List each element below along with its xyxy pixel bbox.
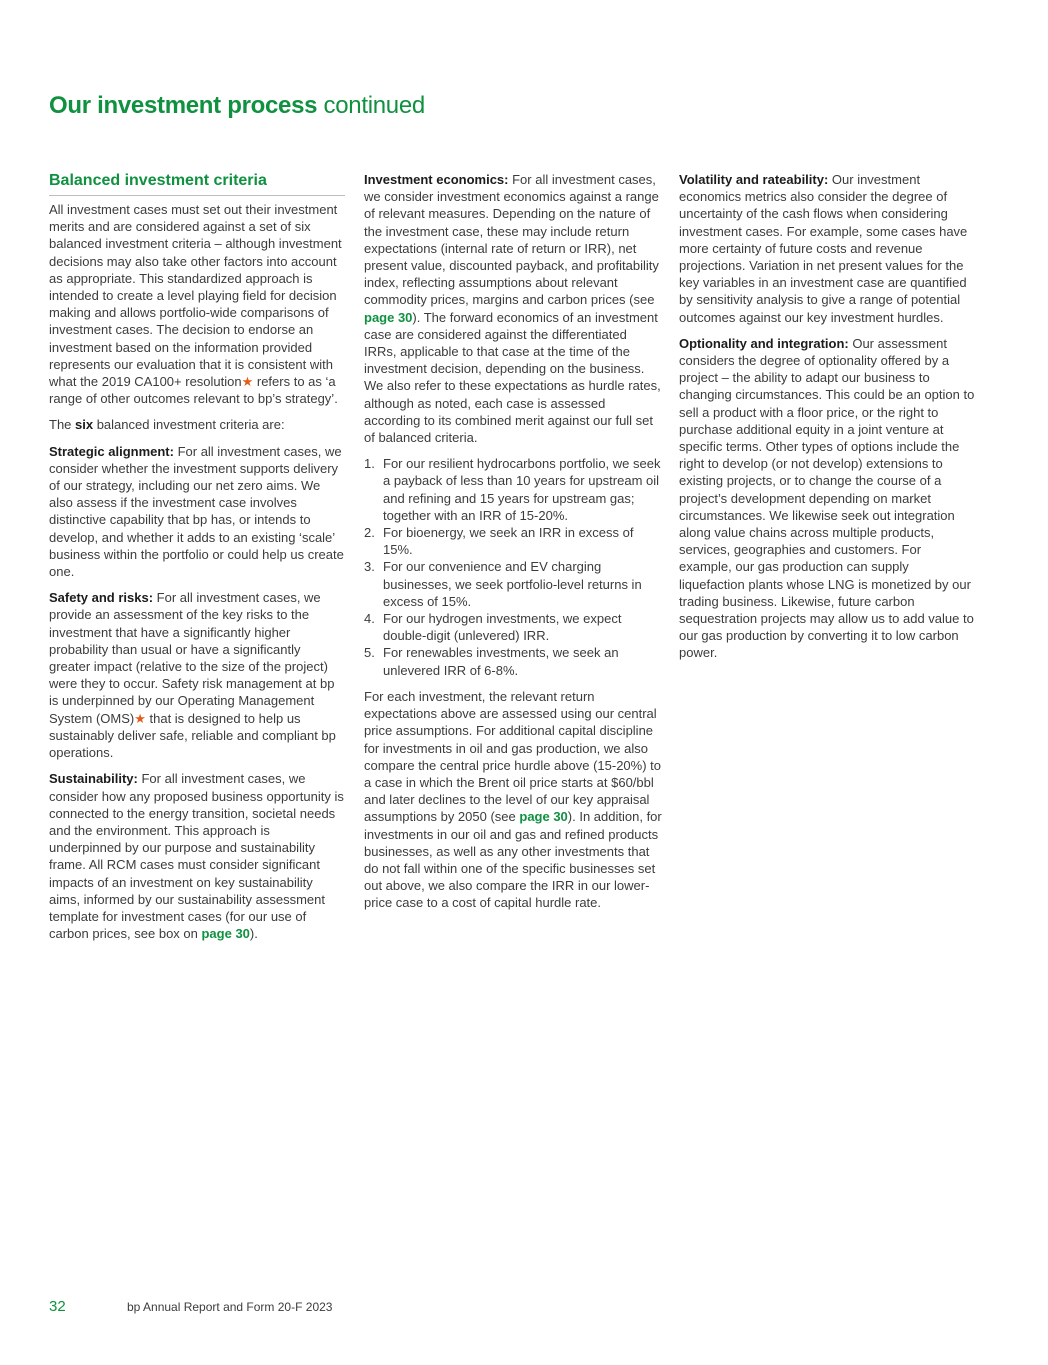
optionality-paragraph: Optionality and integration: Our assessment considers the degree of optionality offered by a project – the ability to adapt our business to changing circumstances. This could be an option to sell a product with a floor price, or the right to purchase additional equity in a joint venture at specific terms. Other types of options include the right to develop (or not develop) extensions to existing projects, or to change the course of a project’s development depending on market circumstances. We likewise seek out integration along value chains across multiple products, services, geographies and customers. For example, our gas production can supply liquefaction plants whose LNG is monetized by our trading business. Likewise, future carbon sequestration projects may allow us to add value to our gas production by converting it to low carbon power. xyxy=(679,335,975,661)
return-expectations-list xyxy=(364,455,662,679)
list-item: 5. For renewables investments, we seek an unlevered IRR of 6-8%. xyxy=(364,645,619,678)
list-item: 1. For our resilient hydrocarbons portfolio, we seek a payback of less than 10 years for upstream oil and refining and 15 years for upstream gas; together with an IRR of 15-20%. xyxy=(364,456,661,523)
column-right xyxy=(679,171,977,671)
page-title xyxy=(49,90,425,122)
intro-paragraph: All investment cases must set out their investment merits and are considered against a set of six balanced investment criteria – although investment decisions may also take other factors into account as appropriate. This standardized approach is intended to create a level playing field for decision making and allows portfolio-wide comparisons of investment cases. The decision to endorse an investment based on the information provided represents our evaluation that it is consistent with what the 2019 CA100+ resolution★ refers to as ‘a range of other outcomes relevant to bp’s strategy’. xyxy=(49,202,342,407)
volatility-paragraph: Volatility and rateability: Our investment economics metrics also consider the degree of uncertainty of the cash flows when considering investment cases. For example, some cases have more certainty of future costs and revenue projections. Variation in net present values for the key variables in an investment case are quantified by sensitivity analysis to give a range of potential outcomes against our key investment hurdles. xyxy=(679,172,968,325)
volatility-lead: Volatility and rateability: xyxy=(679,172,829,187)
column-middle xyxy=(364,171,662,921)
sustainability-lead: Sustainability: xyxy=(49,771,138,787)
list-item: 2. For bioenergy, we seek an IRR in excess of 15%. xyxy=(364,525,634,558)
strategic-alignment-lead: Strategic alignment: xyxy=(49,443,174,459)
page-30-link[interactable]: page 30 xyxy=(519,809,568,825)
investment-economics-lead: Investment economics: xyxy=(364,172,509,187)
central-price-paragraph: For each investment, the relevant return expectations above are assessed using our central price assumptions. For additional capital discipline for investments in oil and gas production, we also compare the central price hurdle above (15-20%) to a case in which the Brent oil price starts at $60/bbl and later declines to the level of our key appraisal assumptions by 2050 (see page 30). In addition, for investments in our oil and gas and refined products businesses, as well as any other investments that do not fall within one of the specific businesses set out above, we also compare the IRR in our lower-price case to a cost of capital hurdle rate. xyxy=(364,688,662,911)
section-heading: Balanced investment criteria xyxy=(49,171,345,196)
page-title-main: Our investment process xyxy=(49,92,318,119)
page-30-link[interactable]: page 30 xyxy=(364,309,413,325)
report-name: bp Annual Report and Form 20-F 2023 xyxy=(127,1300,333,1314)
page-number: 32 xyxy=(49,1298,66,1315)
list-item: 3. For our convenience and EV charging businesses, we seek portfolio-level returns in excess of 15%. xyxy=(364,559,642,609)
six-criteria-paragraph: The six balanced investment criteria are: xyxy=(49,417,285,433)
sustainability-paragraph: Sustainability: For all investment cases, we consider how any proposed business opportunity is connected to the energy transition, societal needs and the environment. This approach is underpinned by our purpose and sustainability frame. All RCM cases must consider significant impacts of an investment on key sustainability aims, informed by our sustainability assessment template for investment cases (for our use of carbon prices, see box on page 30). xyxy=(49,771,344,942)
investment-economics-paragraph: Investment economics: For all investment cases, we consider investment economics against a range of relevant measures. Depending on the nature of the investment case, these may include return expectations (internal rate of return or IRR), net present value, discounted payback, and profitability index, reflecting assumptions about relevant commodity prices, margins and carbon prices (see page 30). The forward economics of an investment case are considered against the differentiated IRRs, applicable to that case at the time of the investment decision, depending on the business. We also refer to these expectations as hurdle rates, although as noted, each case is assessed according to its combined merit against our full set of balanced criteria. xyxy=(364,172,661,446)
strategic-alignment-paragraph: Strategic alignment: For all investment cases, we consider whether the investment supports delivery of our strategy, including our net zero aims. We also assess if the investment case involves distinctive capability that bp has, or intends to develop, and whether it adds to an existing ‘scale’ business within the portfolio or could help us create one. xyxy=(49,443,344,580)
optionality-lead: Optionality and integration: xyxy=(679,335,849,351)
star-icon: ★ xyxy=(134,710,146,726)
safety-risks-lead: Safety and risks: xyxy=(49,590,154,606)
page-title-suffix: continued xyxy=(323,92,425,119)
star-icon: ★ xyxy=(241,374,254,390)
page-30-link[interactable]: page 30 xyxy=(201,926,250,942)
safety-risks-paragraph: Safety and risks: For all investment cases, we provide an assessment of the key risks to the investment that have a significantly higher probability than usual or have a significantly greater impact (relative to the size of the project) were they to occur. Safety risk management at bp is underpinned by our Operating Management System (OMS)★ that is designed to help us sustainably deliver safe, reliable and compliant bp operations. xyxy=(49,590,336,761)
list-item: 4. For our hydrogen investments, we expect double-digit (unlevered) IRR. xyxy=(364,611,622,644)
column-left xyxy=(49,171,345,951)
